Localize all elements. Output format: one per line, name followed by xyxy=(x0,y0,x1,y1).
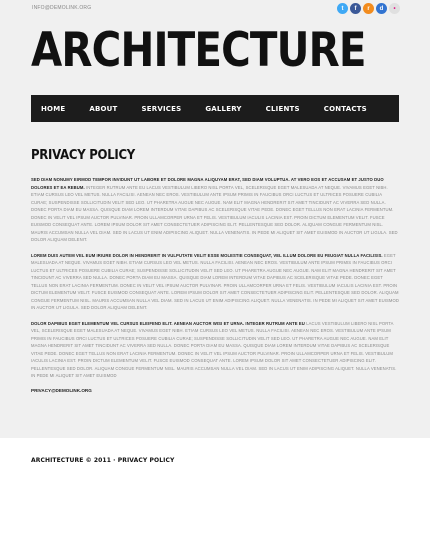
nav-item-services[interactable]: SERVICES xyxy=(141,104,182,113)
header-email-link[interactable]: INFO@DEMOLINK.ORG xyxy=(32,5,92,11)
site-logo[interactable]: ARCHITECTURE xyxy=(31,23,366,78)
nav-item-contacts[interactable]: CONTACTS xyxy=(323,104,367,113)
privacy-email-link[interactable]: PRIVACY@DEMOLINK.ORG xyxy=(31,387,92,393)
top-bar xyxy=(0,0,430,20)
rss-icon[interactable]: r xyxy=(363,3,374,14)
nav-item-about[interactable]: ABOUT xyxy=(89,104,118,113)
footer xyxy=(0,438,430,543)
nav-item-clients[interactable]: CLIENTS xyxy=(265,104,300,113)
policy-paragraph xyxy=(31,176,399,244)
paragraph-lead: SED DIAM NONUMY EIRMOD TEMPOR INVIDUNT UT LABORE ET DOLORE MAGNA ALIQUYAM ERAT, SED DIAM VOLUPTUA. AT VERO EOS ET ACCUSAM ET JUSTO DUO DOLORES ET EA REBUM. xyxy=(31,177,384,190)
nav-item-gallery[interactable]: GALLERY xyxy=(205,104,242,113)
footer-copyright: ARCHITECTURE © 2011 · PRIVACY POLICY xyxy=(31,457,175,464)
policy-paragraph xyxy=(31,252,399,312)
social-icons xyxy=(337,3,400,14)
paragraph-body: INTEGER RUTRUM ANTE EU LACUS VESTIBULUM LIBERO NISL PORTA VEL, SCELERISQUE EGET MALESUADA AT NEQUE. VIVAMUS EGET NIBH. ETIAM CURSUS LEO VEL METUS. NULLA FACILISI. AENEAN NEC EROS. VESTIBULUM ANTE IPSUM PRIMIS IN FAUCIBUS ORCI LUCTUS ET ULTRICES POSUERE CUBILIA CURAE; SUSPENDISSE SOLLICITUDIN VELIT SED LEO. UT PHARETRA AUGUE NEC AUGUE. NAM ELIT MAGNA HENDRERIT SIT AMET TINCIDUNT AC VIVERRA SED NULLA. DONEC PORTA DIAM EU MASSA. QUISQUE DIAM LOREM INTERDUM VITAE DAPIBUS AC SCELERISQUE VITAE PEDE. DONEC EGET TELLUS NON ERAT LACINIA FERMENTUM. DONEC IN VELIT VEL IPSUM AUCTOR PULVINAR. PROIN ULLAMCORPER URNA ET FELIS. VESTIBULUM IACULIS LACINIA EST. PROIN DICTUM ELEMENTUM VELIT. FUSCE EUISMOD CONSEQUAT ANTE. LOREM IPSUM DOLOR SIT AMET CONSECTETUER ADIPISCING ELIT. PELLENTESQUE SED DOLOR. ALIQUAM CONGUE FERMENTUM NISL. MAURIS ACCUMSAN NULLA VEL DIAM. SED IN LACUS UT ENIM ADIPISCING ALIQUET. NULLA VENENATIS. IN PEDE MI ALIQUET SIT AMET EUISMOD IN AUCTOR UT LIGULA. SED DOLOR ALIQUAM DELENIT. xyxy=(31,184,398,242)
paragraph-lead: DOLOR DAPIBUS EGET ELEMENTUM VEL CURSUS ELEIFEND ELIT. AENEAN AUCTOR WISI ET URNA. INTEGER RUTRUM ANTE EU xyxy=(31,320,305,326)
paragraph-lead: LOREM DUIS AUTEM VEL EUM IRIURE DOLOR IN HENDRERIT IN VULPUTATE VELIT ESSE MOLESTIE CONSEQUAT, VEL ILLUM DOLORE EU FEUGIAT NULLA FACILISIS. xyxy=(31,252,383,258)
main-nav xyxy=(31,95,399,122)
flickr-icon[interactable]: • xyxy=(389,3,400,14)
policy-paragraph xyxy=(31,320,399,380)
facebook-icon[interactable]: f xyxy=(350,3,361,14)
paragraph-body: EGET MALESUADA AT NEQUE. VIVAMUS EGET NIBH. ETIAM CURSUS LEO VEL METUS. NULLA FACILISI. AENEAN NEC EROS. VESTIBULUM ANTE IPSUM PRIMIS IN FAUCIBUS ORCI LUCTUS ET ULTRICES POSUERE CUBILIA CURAE; SUSPENDISSE SOLLICITUDIN VELIT SED LEO. UT PHARETRA AUGUE NEC AUGUE. NAM ELIT MAGNA HENDRERIT SIT AMET TINCIDUNT AC VIVERRA SED NULLA. DONEC PORTA DIAM EU MASSA. QUISQUE DIAM LOREM INTERDUM VITAE DAPIBUS AC SCELERISQUE VITAE PEDE. DONEC EGET TELLUS NON ERAT LACINIA FERMENTUM. DONEC IN VELIT VEL IPSUM AUCTOR PULVINAR. PROIN ULLAMCORPER URNA ET FELIS. VESTIBULUM IACULIS LACINIA EST. PROIN DICTUM ELEMENTUM VELIT. FUSCE EUISMOD CONSEQUAT ANTE. LOREM IPSUM DOLOR SIT AMET CONSECTETUER ADIPISCING ELIT. PELLENTESQUE SED DOLOR. ALIQUAM CONGUE FERMENTUM NISL. MAURIS ACCUMSAN NULLA VEL DIAM. SED IN LACUS UT ENIM ADIPISCING ALIQUET. NULLA VENENATIS. IN PEDE MI ALIQUET SIT AMET EUISMOD IN AUCTOR UT LIGULA. SED DOLOR ALIQUAM DELENIT. xyxy=(31,252,399,310)
delicious-icon[interactable]: d xyxy=(376,3,387,14)
paragraph-body: LACUS VESTIBULUM LIBERO NISL PORTA VEL, SCELERISQUE EGET MALESUADA AT NEQUE. VIVAMUS EGET NIBH. ETIAM CURSUS LEO VEL METUS. NULLA FACILISI. AENEAN NEC EROS. VESTIBULUM ANTE IPSUM PRIMIS IN FAUCIBUS ORCI LUCTUS ET ULTRICES POSUERE CUBILIA CURAE; SUSPENDISSE SOLLICITUDIN VELIT SED LEO. UT PHARETRA AUGUE NEC AUGUE. NAM ELIT MAGNA HENDRERIT SIT AMET TINCIDUNT AC VIVERRA SED NULLA. DONEC PORTA DIAM EU MASSA. QUISQUE DIAM LOREM INTERDUM VITAE DAPIBUS AC SCELERISQUE VITAE PEDE. DONEC EGET TELLUS NON ERAT LACINIA FERMENTUM. DONEC IN VELIT VEL IPSUM AUCTOR PULVINAR. PROIN ULLAMCORPER URNA ET FELIS. VESTIBULUM IACULIS LACINIA EST. PROIN DICTUM ELEMENTUM VELIT. FUSCE EUISMOD CONSEQUAT ANTE. LOREM IPSUM DOLOR SIT AMET CONSECTETUER ADIPISCING ELIT. PELLENTESQUE SED DOLOR. ALIQUAM CONGUE FERMENTUM NISL. MAURIS ACCUMSAN NULLA VEL DIAM. SED IN LACUS UT ENIM ADIPISCING ALIQUET. NULLA VENENATIS. IN PEDE MI ALIQUET SIT AMET EUISMOD xyxy=(31,320,397,378)
policy-content xyxy=(31,176,399,393)
twitter-icon[interactable]: t xyxy=(337,3,348,14)
page-title: PRIVACY POLICY xyxy=(31,148,136,163)
nav-item-home[interactable]: HOME xyxy=(41,104,66,113)
